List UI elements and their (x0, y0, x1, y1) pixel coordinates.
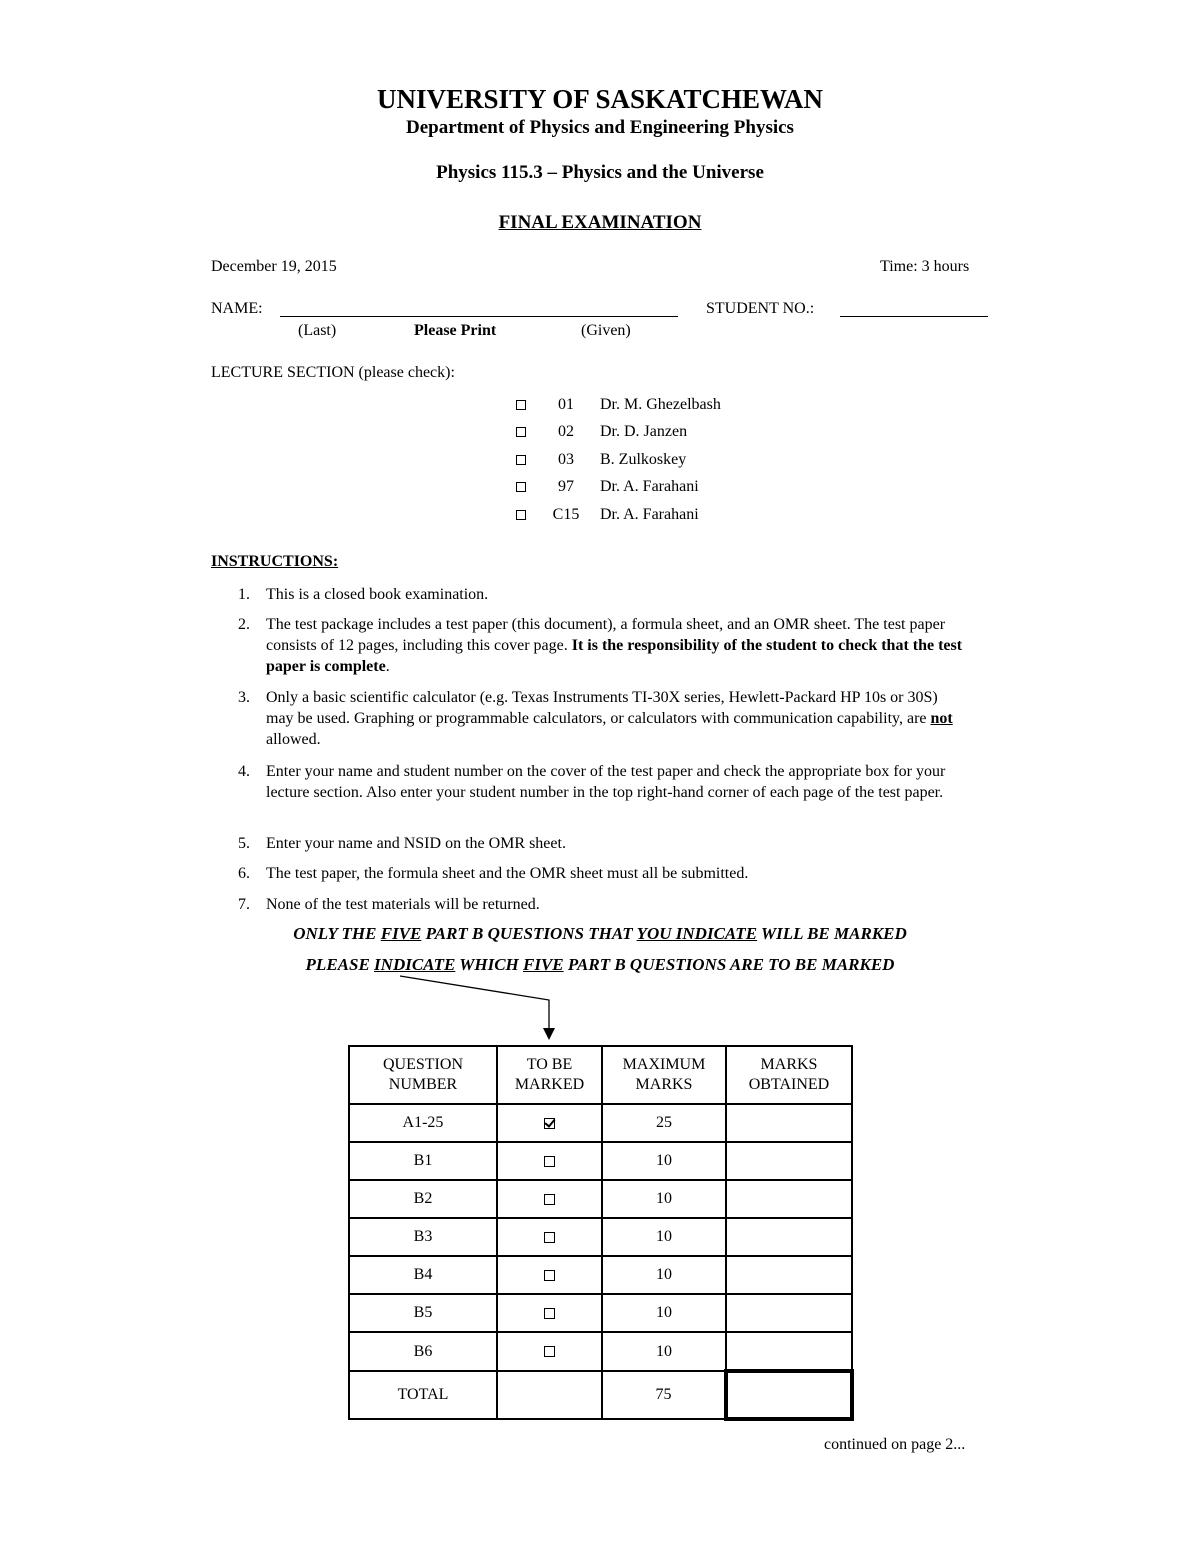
instruction-number: 4. (238, 763, 250, 780)
exam-time: Time: 3 hours (880, 258, 970, 275)
maximum-marks-cell: 10 (602, 1218, 726, 1256)
instruction-text: Enter your name and NSID on the OMR sheet. (266, 835, 566, 852)
marks-obtained-cell[interactable] (726, 1142, 852, 1180)
total-to-be-marked-cell (497, 1371, 602, 1419)
instruction-tail: allowed. (266, 731, 321, 748)
notice-emphasis: FIVE (380, 924, 422, 943)
notice-text: WILL BE MARKED (757, 924, 907, 943)
instruction-emphasis: not (930, 710, 953, 727)
notice-emphasis: INDICATE (374, 955, 456, 974)
header-line: MARKS (760, 1056, 818, 1073)
table-row (349, 1332, 852, 1371)
instruction-text: Enter your name and student number on the cover of the test paper and check the appropriate box for your lecture section. Also enter your student number in the top right-hand corner of each page of the test paper. (266, 763, 946, 801)
marks-obtained-cell[interactable] (726, 1294, 852, 1332)
marks-obtained-cell[interactable] (726, 1332, 852, 1371)
instruction-text-main: The test package includes a test paper (this document), a formula sheet, and an OMR sheet. The test paper consists of 12 pages, including this cover page. (266, 616, 946, 654)
instruction-number: 5. (238, 835, 250, 852)
marks-table (348, 1045, 854, 1421)
section-instructor: Dr. A. Farahani (600, 506, 699, 523)
table-header-row (349, 1046, 852, 1104)
name-label: NAME: (211, 300, 263, 317)
maximum-marks-cell: 10 (602, 1180, 726, 1218)
total-max-cell: 75 (602, 1371, 726, 1419)
question-number-cell: B4 (349, 1256, 497, 1294)
continued-note: continued on page 2... (824, 1436, 966, 1453)
header-line: MAXIMUM (622, 1056, 706, 1073)
notice-emphasis: YOU INDICATE (636, 924, 758, 943)
mark-checkbox[interactable] (544, 1232, 555, 1243)
section-code: C15 (552, 506, 580, 523)
header-line: TO BE (526, 1056, 573, 1073)
to-be-marked-cell (497, 1142, 602, 1180)
marks-table-body (349, 1104, 852, 1419)
instruction-emphasis: It is the responsibility of the student to check that the test paper is complete (266, 637, 963, 675)
notice-text: WHICH (455, 955, 524, 974)
maximum-marks-cell: 10 (602, 1332, 726, 1371)
student-no-label: STUDENT NO.: (706, 300, 815, 317)
marks-obtained-cell[interactable] (726, 1180, 852, 1218)
question-number-cell: B2 (349, 1180, 497, 1218)
notice-text: PLEASE (305, 955, 375, 974)
instruction-number: 7. (238, 896, 250, 913)
table-row (349, 1142, 852, 1180)
maximum-marks-cell: 10 (602, 1294, 726, 1332)
maximum-marks-cell: 10 (602, 1142, 726, 1180)
question-number-cell: B3 (349, 1218, 497, 1256)
lecture-section-hint: (please check): (358, 364, 455, 381)
header-line: MARKED (514, 1076, 585, 1093)
marks-obtained-cell[interactable] (726, 1256, 852, 1294)
question-number-cell: A1-25 (349, 1104, 497, 1142)
table-row (349, 1104, 852, 1142)
section-instructor: B. Zulkoskey (600, 451, 687, 468)
instruction-text: This is a closed book examination. (266, 586, 489, 603)
section-code: 03 (558, 451, 574, 468)
last-name-hint: (Last) (298, 322, 337, 339)
arrow-line (400, 976, 549, 1030)
instruction-tail: . (385, 658, 390, 675)
question-number-cell: B1 (349, 1142, 497, 1180)
instructions-heading: INSTRUCTIONS: (211, 553, 339, 570)
section-instructor: Dr. A. Farahani (600, 478, 699, 495)
department-title: Department of Physics and Engineering Physics (406, 117, 794, 138)
exam-date: December 19, 2015 (211, 258, 337, 275)
header-line: NUMBER (388, 1076, 458, 1093)
table-row (349, 1256, 852, 1294)
instruction-number: 3. (238, 689, 250, 706)
header-question-number (349, 1046, 497, 1104)
notice-emphasis: FIVE (523, 955, 564, 974)
to-be-marked-cell (497, 1294, 602, 1332)
mark-checkbox[interactable] (544, 1156, 555, 1167)
header-to-be-marked (497, 1046, 602, 1104)
header-maximum-marks (602, 1046, 726, 1104)
section-instructor: Dr. D. Janzen (600, 423, 688, 440)
table-row (349, 1294, 852, 1332)
to-be-marked-cell (497, 1180, 602, 1218)
instruction-number: 2. (238, 616, 250, 633)
notice-text: PART B QUESTIONS THAT (421, 924, 637, 943)
to-be-marked-cell (497, 1256, 602, 1294)
header-line: MARKS (635, 1076, 693, 1093)
lecture-section-text: LECTURE SECTION (211, 364, 355, 381)
course-title: Physics 115.3 – Physics and the Universe (436, 162, 764, 183)
checked-box-icon[interactable] (544, 1118, 555, 1129)
instruction-number: 6. (238, 865, 250, 882)
instruction-text: None of the test materials will be returned. (266, 896, 540, 913)
notice-text: ONLY THE (293, 924, 381, 943)
mark-checkbox[interactable] (544, 1194, 555, 1205)
mark-checkbox[interactable] (544, 1270, 555, 1281)
marks-obtained-cell[interactable] (726, 1104, 852, 1142)
mark-checkbox[interactable] (544, 1346, 555, 1357)
to-be-marked-cell (497, 1332, 602, 1371)
header-marks-obtained (726, 1046, 852, 1104)
total-row (349, 1371, 852, 1419)
notice-text: PART B QUESTIONS ARE TO BE MARKED (563, 955, 895, 974)
please-print-hint: Please Print (414, 322, 497, 339)
header-line: OBTAINED (748, 1076, 830, 1093)
section-code: 02 (558, 423, 574, 440)
marks-obtained-cell[interactable] (726, 1218, 852, 1256)
instruction-number: 1. (238, 586, 250, 603)
question-number-cell: B5 (349, 1294, 497, 1332)
header-line: QUESTION (383, 1056, 463, 1073)
to-be-marked-cell (497, 1104, 602, 1142)
section-code: 01 (558, 396, 574, 413)
table-row (349, 1180, 852, 1218)
section-instructor: Dr. M. Ghezelbash (600, 396, 721, 413)
instruction-text: The test paper, the formula sheet and the OMR sheet must all be submitted. (266, 865, 749, 882)
total-obtained-cell[interactable] (726, 1371, 852, 1419)
question-number-cell: B6 (349, 1332, 497, 1371)
mark-checkbox[interactable] (544, 1308, 555, 1319)
maximum-marks-cell: 10 (602, 1256, 726, 1294)
instruction-text-main: Only a basic scientific calculator (e.g. Texas Instruments TI-30X series, Hewlett-Packard HP 10s or 30S) may be used. Graphing or programmable calculators, or calculators with communication capability, are (266, 689, 938, 727)
arrow-head (543, 1028, 555, 1040)
to-be-marked-cell (497, 1218, 602, 1256)
exam-title: FINAL EXAMINATION (498, 212, 702, 233)
section-code: 97 (558, 478, 574, 495)
maximum-marks-cell: 25 (602, 1104, 726, 1142)
table-row (349, 1218, 852, 1256)
total-label-cell: TOTAL (349, 1371, 497, 1419)
given-name-hint: (Given) (581, 322, 631, 339)
university-title: UNIVERSITY OF SASKATCHEWAN (376, 84, 824, 114)
